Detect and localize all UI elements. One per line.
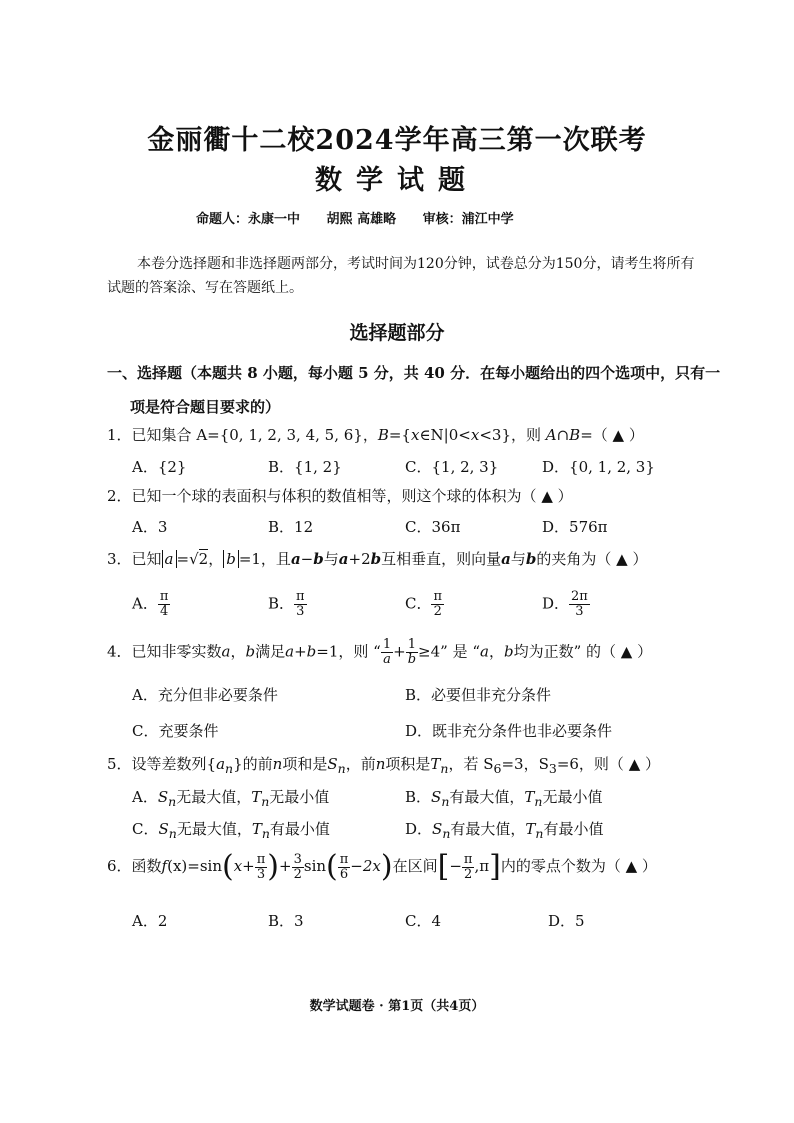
question-4: 4．已知非零实数a，b满足a+b=1，则 “ $\frac{1}{a}$ + $\frac{1}{b}$ ≥4” 是 “a，b均为正数” 的（ ▲ ）: [107, 637, 653, 667]
q5-option-a: A．$S_n$无最大值，$T_n$无最小值: [132, 788, 330, 809]
q6-option-a: A．2: [132, 912, 168, 930]
q3-option-c: C． $\frac{\pi}{2}$: [405, 589, 443, 619]
part1-heading-line1: 一、选择题（本题共 8 小题，每小题 5 分，共 40 分．在每小题给出的四个选项中，只有一: [107, 364, 721, 382]
setter-names: 胡熙 高雄略: [326, 212, 397, 227]
part1-heading-line2: 项是符合题目要求的）: [130, 398, 281, 416]
q6-option-c: C．4: [405, 912, 442, 930]
q1-option-b: B．{1, 2}: [268, 458, 342, 476]
exam-title: 金丽衢十二校2024学年高三第一次联考: [147, 125, 647, 156]
q2-option-a: A．3: [132, 518, 168, 536]
q4-option-d: D．既非充分条件也非必要条件: [405, 722, 613, 740]
q2-option-b: B．12: [268, 518, 314, 536]
q3-option-a: A． $\frac{\pi}{4}$: [132, 589, 169, 619]
q1-option-a: A．{2}: [132, 458, 187, 476]
q4-option-c: C．充要条件: [132, 722, 219, 740]
q1-option-d: D．{0, 1, 2, 3}: [542, 458, 655, 476]
question-2: 2．已知一个球的表面积与体积的数值相等，则这个球的体积为（ ▲ ）: [107, 487, 573, 505]
question-1: 1．已知集合 A={0, 1, 2, 3, 4, 5, 6}，B={x∈N|0<x<3}，则 A∩B=（ ▲ ）: [107, 426, 644, 444]
q5-option-b: B．$S_n$有最大值，$T_n$无最小值: [405, 788, 603, 809]
setter-label: 命题人：永康一中: [196, 212, 301, 227]
q3-option-d: D． $\frac{2\pi}{3}$: [542, 589, 588, 619]
exam-subtitle: 数学试题: [315, 165, 479, 196]
q2-option-d: D．576π: [542, 518, 608, 536]
q3-option-b: B． $\frac{\pi}{3}$: [268, 589, 305, 619]
q4-option-b: B．必要但非充分条件: [405, 686, 552, 704]
question-3: 3．已知 a =√2， b =1，且a−b与a+2b互相垂直，则向量a与b的夹角为（ ▲ ）: [107, 550, 648, 568]
reviewer: 审核：浦江中学: [422, 212, 514, 227]
q5-option-d: D．$S_n$有最大值，$T_n$有最小值: [405, 820, 604, 841]
page-footer: 数学试题卷 · 第1页（共4页）: [309, 999, 485, 1014]
q1-option-c: C．{1, 2, 3}: [405, 458, 499, 476]
question-6: 6．函数f(x)=sin(x+ $\frac{\pi}{3}$ )+ $\frac{3}{2}$ sin( $\frac{\pi}{6}$ −2x)在区间[− $\frac{\pi}{2}$ ,π]内的零点个数为（ ▲ ）: [107, 849, 657, 884]
question-5: 5．设等差数列$\{a_n\}$的前n项和是$S_n$，前n项积是$T_n$，若 $S_6=3$，$S_3=6$，则（ ▲ ）: [107, 755, 660, 776]
instructions: 本卷分选择题和非选择题两部分，考试时间为120分钟，试卷总分为150分，请考生将所有试题的答案涂、写在答题纸上。: [107, 256, 695, 296]
q6-option-b: B．3: [268, 912, 304, 930]
q5-option-c: C．$S_n$无最大值，$T_n$有最小值: [132, 820, 330, 841]
q4-option-a: A．充分但非必要条件: [132, 686, 278, 704]
section-title: 选择题部分: [349, 322, 445, 344]
authors-line: [196, 208, 536, 227]
q6-option-d: D．5: [548, 912, 585, 930]
q2-option-c: C．36π: [405, 518, 461, 536]
